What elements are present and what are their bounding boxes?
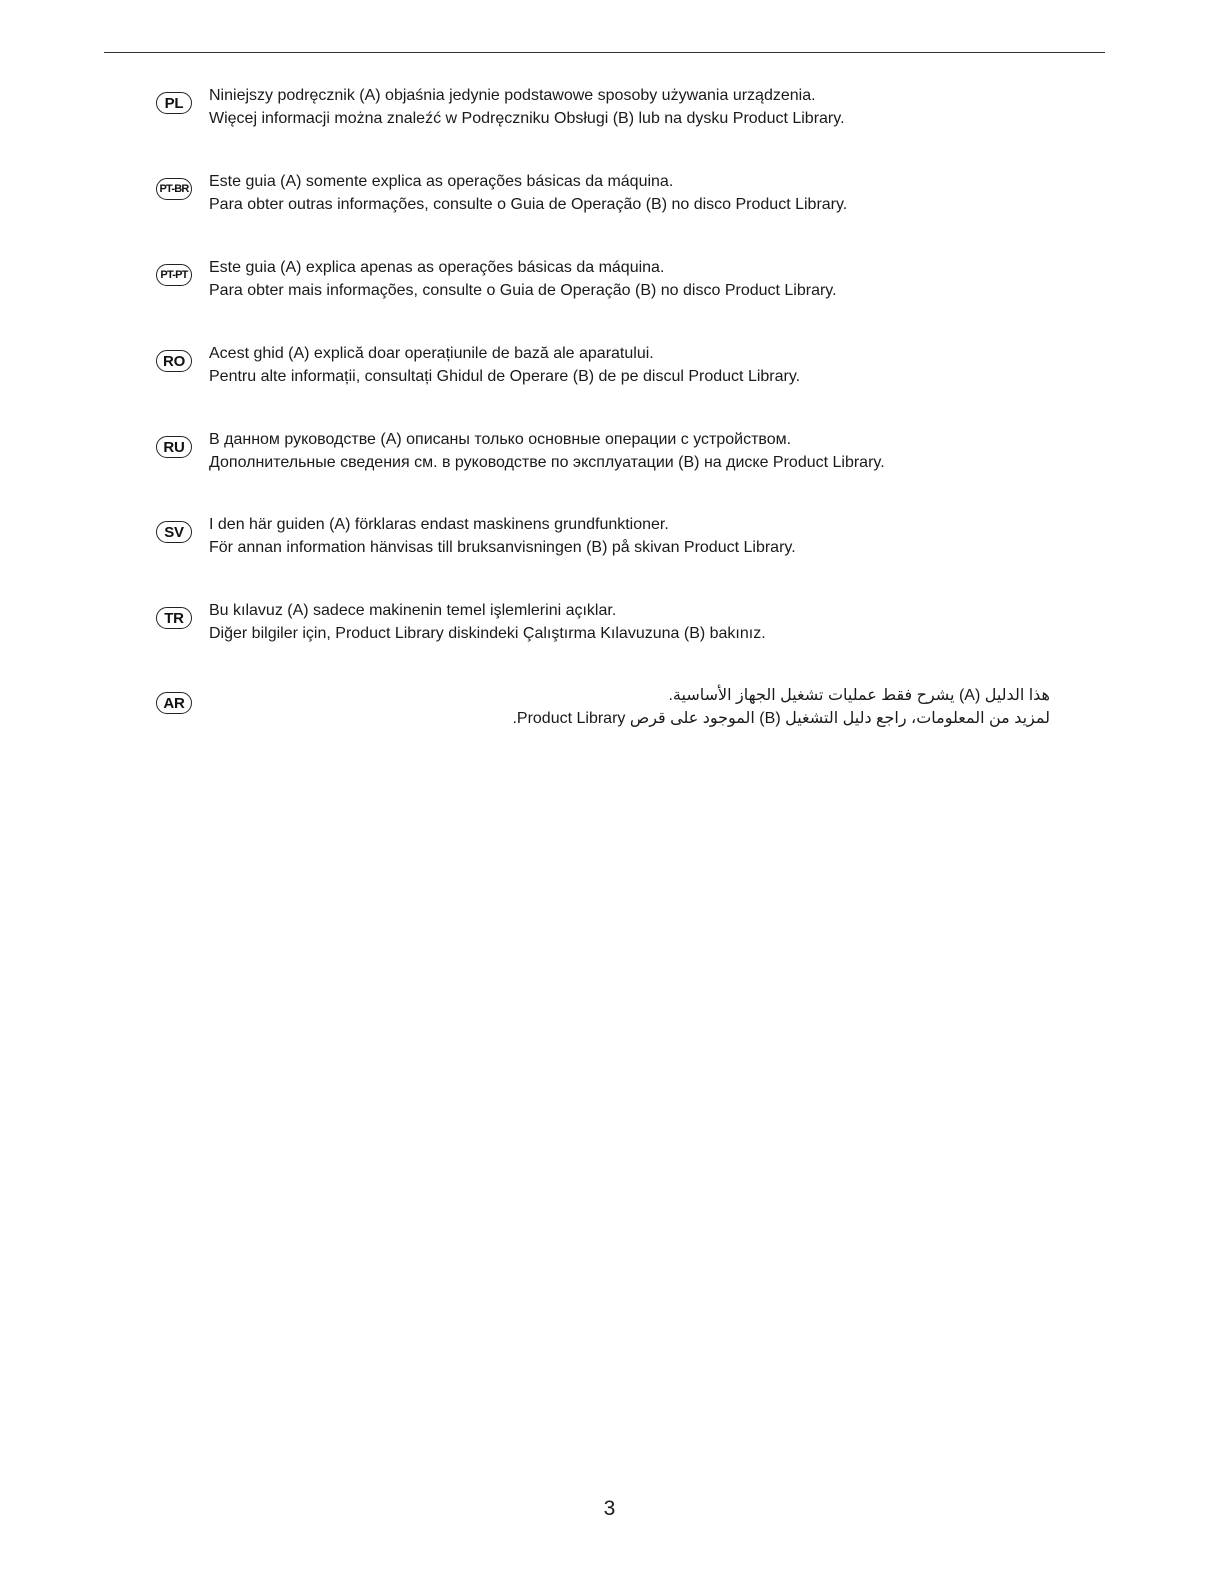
entry-text [209, 600, 766, 645]
entry-text [209, 429, 885, 474]
entry-line-2: För annan information hänvisas till bruksanvisningen (B) på skivan Product Library. [209, 538, 796, 556]
entry-line-1: Este guia (A) explica apenas as operações básicas da máquina. [209, 259, 665, 276]
entry-line-1: В данном руководстве (A) описаны только основные операции с устройством. [209, 431, 792, 448]
entry-text [209, 85, 845, 130]
entry-line-1: هذا الدليل (A) يشرح فقط عمليات تشغيل الجهاز الأساسية. [668, 687, 1050, 704]
language-badge-pt-br: PT-BR [156, 178, 192, 200]
top-divider [104, 52, 1105, 53]
language-entry-pl [156, 87, 1056, 140]
entry-line-2: لمزيد من المعلومات، راجع دليل التشغيل (B) الموجود على قرص Product Library. [512, 709, 1050, 727]
entry-line-2: Para obter outras informações, consulte o Guia de Operação (B) no disco Product Library. [209, 195, 848, 213]
entry-line-2: Pentru alte informații, consultați Ghidul de Operare (B) de pe discul Product Library. [209, 367, 801, 385]
entry-text [512, 685, 1050, 730]
entry-line-2: Para obter mais informações, consulte o Guia de Operação (B) no disco Product Library. [209, 281, 837, 299]
entry-text [209, 514, 796, 559]
language-entry-ru [156, 431, 1056, 484]
entry-line-2: Więcej informacji można znaleźć w Podręczniku Obsługi (B) lub na dysku Product Library. [209, 109, 845, 127]
entry-line-1: I den här guiden (A) förklaras endast maskinens grundfunktioner. [209, 516, 669, 533]
language-badge-tr: TR [156, 607, 192, 629]
entry-text [209, 171, 847, 216]
entry-line-1: Este guia (A) somente explica as operações básicas da máquina. [209, 173, 674, 190]
language-badge-pt-pt: PT-PT [156, 264, 192, 286]
language-badge-ru: RU [156, 436, 192, 458]
entry-line-2: Дополнительные сведения см. в руководстве по эксплуатации (B) на диске Product Library. [209, 453, 885, 471]
language-entry-pt-br [156, 173, 1056, 226]
page-number: 3 [603, 1497, 616, 1520]
language-badge-pl: PL [156, 92, 192, 114]
language-entry-ar [156, 687, 1056, 740]
entry-line-1: Acest ghid (A) explică doar operațiunile de bază ale aparatului. [209, 345, 654, 362]
entry-line-1: Bu kılavuz (A) sadece makinenin temel işlemlerini açıklar. [209, 602, 617, 619]
language-entry-pt-pt [156, 259, 1056, 312]
language-entry-sv [156, 516, 1056, 569]
entry-line-1: Niniejszy podręcznik (A) objaśnia jedynie podstawowe sposoby używania urządzenia. [209, 87, 816, 104]
language-entry-tr [156, 602, 1056, 655]
entry-text [209, 257, 837, 302]
language-entry-ro [156, 345, 1056, 398]
language-badge-ro: RO [156, 350, 192, 372]
language-badge-sv: SV [156, 521, 192, 543]
language-badge-ar: AR [156, 692, 192, 714]
entry-line-2: Diğer bilgiler için, Product Library diskindeki Çalıştırma Kılavuzuna (B) bakınız. [209, 624, 766, 642]
entry-text [209, 343, 800, 388]
